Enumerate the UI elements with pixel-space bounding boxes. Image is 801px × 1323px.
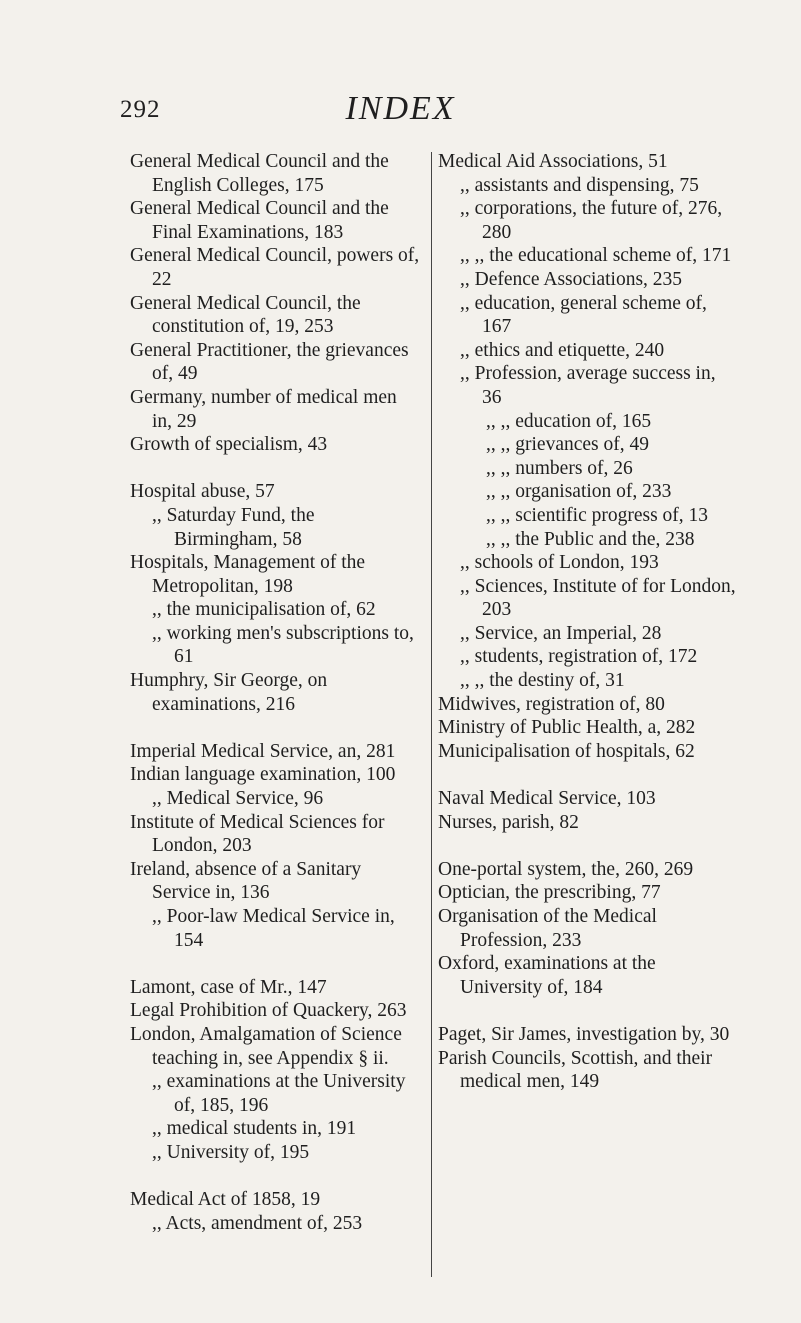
index-entry: ,, ,, the destiny of, 31 xyxy=(460,670,625,692)
index-entry: ,, working men's subscriptions to, 61 xyxy=(152,622,414,668)
index-entry: Optician, the prescribing, 77 xyxy=(438,882,661,904)
index-column-right xyxy=(438,150,738,1094)
index-entry: ,, Acts, amendment of, 253 xyxy=(152,1212,363,1234)
index-entry: General Medical Council, powers of, 22 xyxy=(130,245,420,290)
section-gap xyxy=(130,1165,420,1189)
index-entry: Institute of Medical Sciences for London, 203 xyxy=(130,811,385,857)
page-number: 292 xyxy=(120,96,161,123)
index-entry: ,, ,, the educational scheme of, 171 xyxy=(460,245,732,267)
index-entry: General Medical Council and the Final Examinations, 183 xyxy=(130,198,389,243)
index-entry: ,, University of, 195 xyxy=(152,1141,310,1163)
index-entry: General Medical Council, the constitution of, 19, 253 xyxy=(130,292,361,338)
index-entry: Municipalisation of hospitals, 62 xyxy=(438,740,695,762)
page-header xyxy=(0,72,801,132)
index-entry: ,, schools of London, 193 xyxy=(460,552,659,574)
index-entry: General Practitioner, the grievances of, 49 xyxy=(130,339,409,385)
index-entry: Hospital abuse, 57 xyxy=(130,481,275,503)
index-entry: Hospitals, Management of the Metropolitan, 198 xyxy=(130,552,366,597)
index-entry: ,, ethics and etiquette, 240 xyxy=(460,339,665,361)
index-entry: Humphry, Sir George, on examinations, 216 xyxy=(130,670,328,715)
page-title: INDEX xyxy=(345,90,456,127)
index-entry: ,, ,, the Public and the, 238 xyxy=(486,528,695,550)
index-entry: Naval Medical Service, 103 xyxy=(438,788,656,810)
index-entry: ,, Medical Service, 96 xyxy=(152,788,324,810)
index-entry: ,, ,, numbers of, 26 xyxy=(486,457,633,479)
index-entry: Nurses, parish, 82 xyxy=(438,811,579,833)
index-entry: London, Amalgamation of Science teaching in, see Appendix § ii. xyxy=(130,1023,402,1069)
index-entry: Paget, Sir James, investigation by, 30 xyxy=(438,1023,730,1045)
index-entry: ,, Service, an Imperial, 28 xyxy=(460,622,662,644)
index-entry: ,, students, registration of, 172 xyxy=(460,646,698,668)
index-entry: General Medical Council and the English Colleges, 175 xyxy=(130,151,389,196)
section-gap xyxy=(130,952,420,976)
index-entry: ,, Sciences, Institute of for London, 203 xyxy=(460,575,736,621)
index-entry: Imperial Medical Service, an, 281 xyxy=(130,740,396,762)
index-entry: Parish Councils, Scottish, and their medical men, 149 xyxy=(438,1047,713,1093)
section-gap xyxy=(438,999,738,1023)
index-entry: One-portal system, the, 260, 269 xyxy=(438,858,694,880)
index-entry: Medical Aid Associations, 51 xyxy=(438,151,668,172)
column-divider xyxy=(431,152,432,1277)
section-gap xyxy=(130,716,420,740)
index-entry: ,, ,, grievances of, 49 xyxy=(486,434,649,456)
index-entry: Growth of specialism, 43 xyxy=(130,434,328,456)
index-entry: Lamont, case of Mr., 147 xyxy=(130,976,327,998)
index-entry: ,, ,, scientific progress of, 13 xyxy=(486,504,709,526)
index-entry: Ireland, absence of a Sanitary Service in, 136 xyxy=(130,858,362,904)
index-entry: ,, ,, education of, 165 xyxy=(486,410,652,432)
index-entry: Medical Act of 1858, 19 xyxy=(130,1189,321,1211)
section-gap xyxy=(130,457,420,481)
index-entry: ,, examinations at the University of, 185, 196 xyxy=(152,1071,406,1116)
index-entry: ,, education, general scheme of, 167 xyxy=(460,292,707,338)
section-gap xyxy=(438,763,738,787)
index-entry: ,, assistants and dispensing, 75 xyxy=(460,174,699,196)
index-entry: ,, Poor-law Medical Service in, 154 xyxy=(152,906,395,951)
section-gap xyxy=(438,834,738,858)
index-entry: ,, Profession, average success in, 36 xyxy=(460,363,716,408)
index-entry: Ministry of Public Health, a, 282 xyxy=(438,717,696,739)
index-entry: Germany, number of medical men in, 29 xyxy=(130,386,397,432)
index-entry: ,, ,, organisation of, 233 xyxy=(486,481,672,503)
index-entry: Organisation of the Medical Profession, 233 xyxy=(438,906,657,951)
index-entry: Legal Prohibition of Quackery, 263 xyxy=(130,1000,407,1022)
index-entry: ,, corporations, the future of, 276, 280 xyxy=(460,198,723,243)
index-entry: ,, Saturday Fund, the Birmingham, 58 xyxy=(152,504,315,550)
index-entry: ,, Defence Associations, 235 xyxy=(460,268,683,290)
index-entry: Indian language examination, 100 xyxy=(130,764,396,786)
index-entry: Oxford, examinations at the University of, 184 xyxy=(438,953,656,998)
index-entry: ,, medical students in, 191 xyxy=(152,1118,357,1140)
index-entry: Midwives, registration of, 80 xyxy=(438,693,665,715)
index-entry: ,, the municipalisation of, 62 xyxy=(152,599,376,621)
index-column-left xyxy=(130,150,420,1235)
